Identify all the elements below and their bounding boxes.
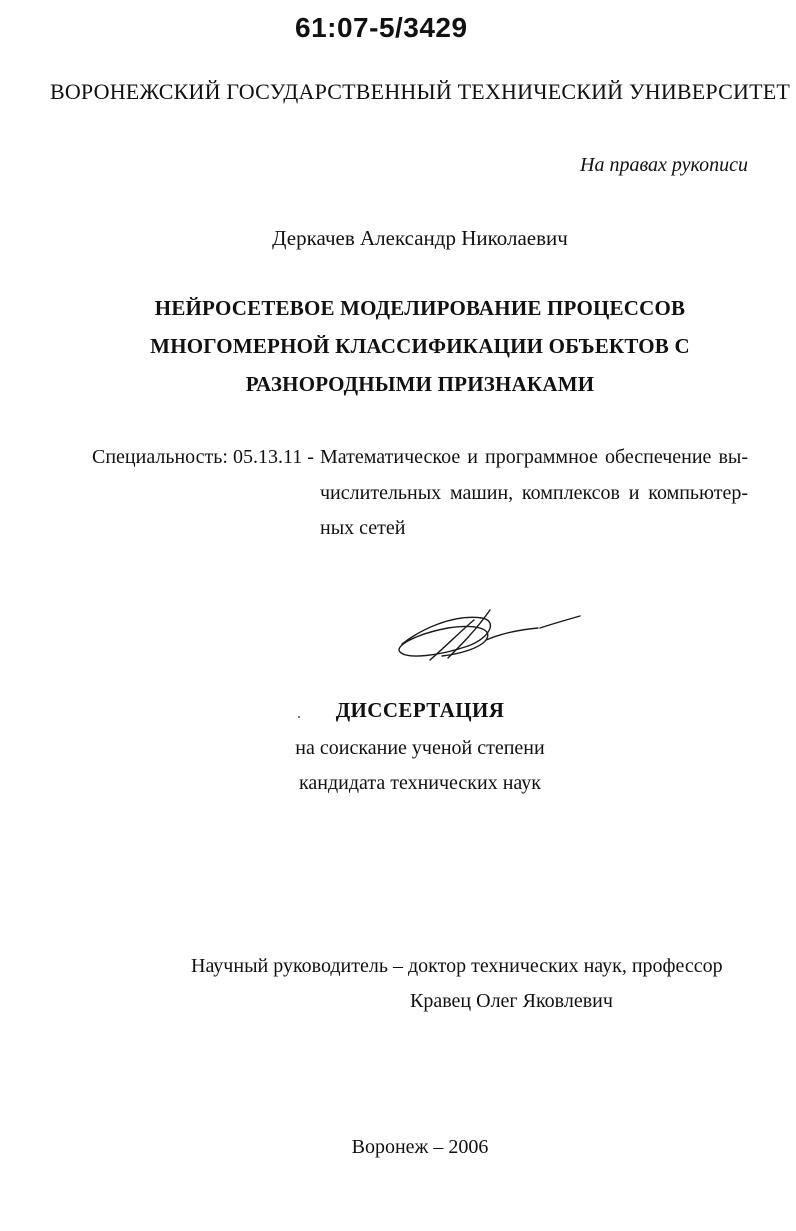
advisor-name: Кравец Олег Яковлевич [410, 990, 613, 1012]
city-and-year: Воронеж – 2006 [351, 1136, 489, 1158]
archive-stamp-number: 61:07-5/3429 [295, 12, 468, 43]
thesis-title-line-1: НЕЙРОСЕТЕВОЕ МОДЕЛИРОВАНИЕ ПРОЦЕССОВ [154, 296, 686, 320]
thesis-title-line-2: МНОГОМЕРНОЙ КЛАССИФИКАЦИИ ОБЪЕКТОВ С [150, 334, 690, 358]
specialty-description-line-2: числительных машин, комплексов и компьютер- [320, 482, 748, 504]
scientific-advisor: Научный руководитель – доктор технических наук, профессор [191, 955, 723, 977]
specialty-description-line-1: Математическое и программное обеспечение вы- [320, 446, 748, 468]
degree-line-1: на соискание ученой степени [295, 737, 545, 759]
manuscript-rights-note: На правах рукописи [580, 154, 748, 176]
dissertation-heading: ДИССЕРТАЦИЯ [335, 698, 505, 722]
thesis-title-line-3: РАЗНОРОДНЫМИ ПРИЗНАКАМИ [245, 372, 595, 396]
specialty-label: Специальность: 05.13.11 - [92, 446, 314, 468]
specialty-description-line-3: ных сетей [320, 517, 406, 539]
degree-line-2: кандидата технических наук [298, 772, 542, 794]
author-name: Деркачев Александр Николаевич [272, 226, 568, 250]
university-name: ВОРОНЕЖСКИЙ ГОСУДАРСТВЕННЫЙ ТЕХНИЧЕСКИЙ УНИВЕРСИТЕТ [49, 79, 791, 104]
handwritten-signature [390, 600, 590, 670]
